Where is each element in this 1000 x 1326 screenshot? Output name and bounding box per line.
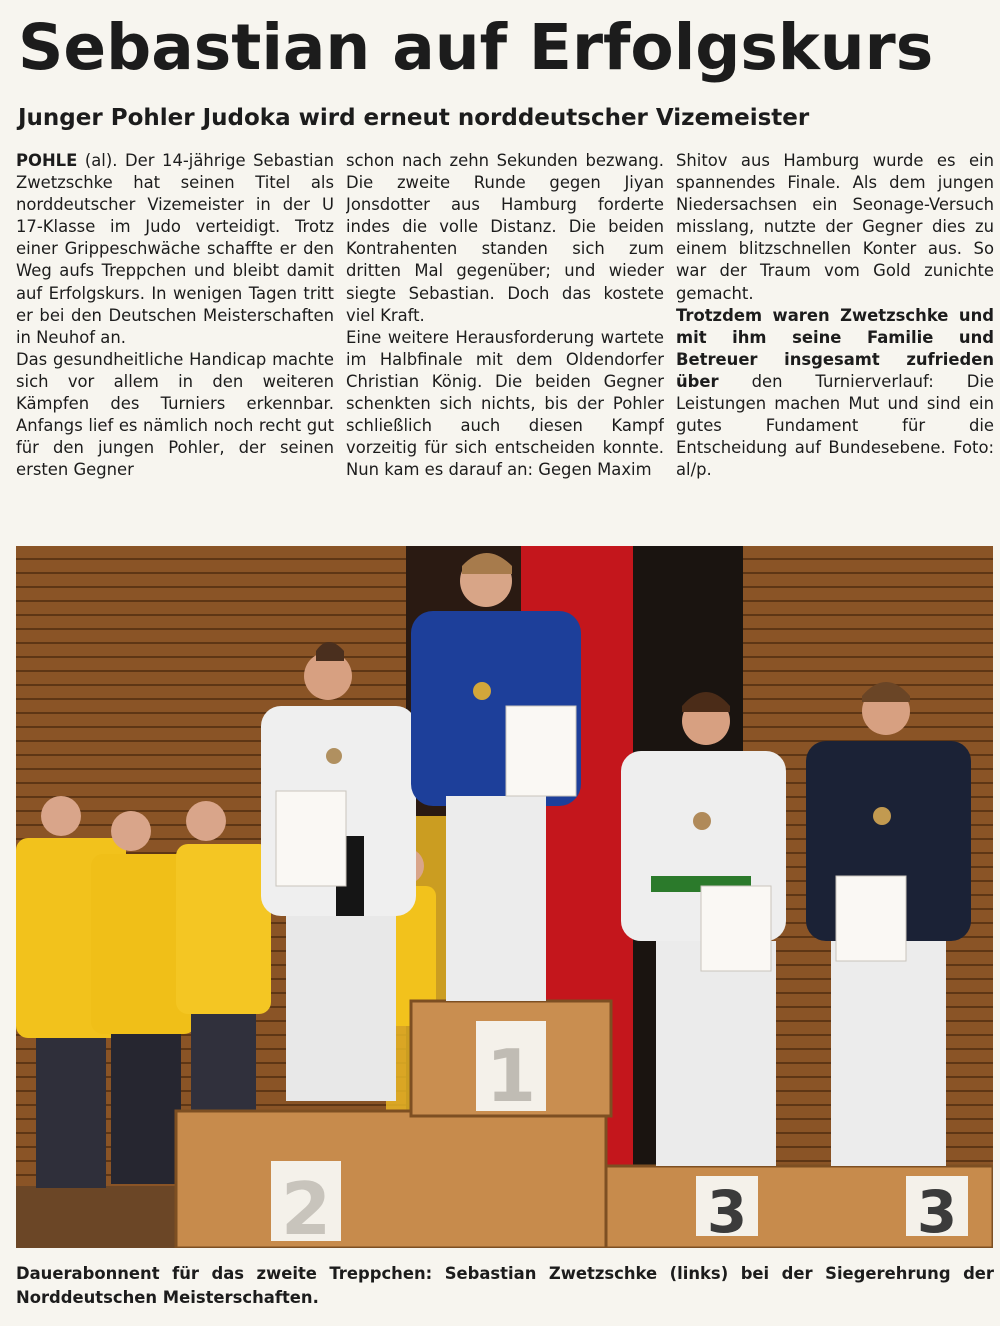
paragraph: schon nach zehn Sekunden bezwang. Die zweite Runde gegen Jiyan Jonsdotter aus Hamburg forderte indes die volle Distanz. Die beiden Kontrahenten standen sich zum dritten Mal gegenüber; und wieder siegte Sebastian. Doch das kostete viel Kraft. [346,151,664,325]
podium-number-3a: 3 [706,1178,748,1246]
article-headline: Sebastian auf Erfolgskurs [18,11,934,84]
podium-number-3b: 3 [916,1178,958,1246]
paragraph: Shitov aus Hamburg wurde es ein spannendes Finale. Als dem jungen Niedersachsen ein Seonage-Versuch misslang, nutzte der Gegner dies zu einem blitzschnellen Konter aus. So war der Traum vom Gold zunichte gemacht. [676,151,994,303]
podium-first-place [411,1001,611,1118]
photo-caption: Dauerabonnent für das zweite Treppchen: Sebastian Zwetzschke (links) bei der Siegerehrung der Norddeutschen Meisterschaften. [16,1264,994,1307]
paragraph [676,305,994,482]
article-column-1 [16,150,334,520]
paragraph [16,150,334,349]
paragraph-text: (al). Der 14-jährige Sebastian Zwetzschke hat seinen Titel als norddeutscher Vizemeister in der U 17-Klasse im Judo verteidigt. Trotz einer Grippeschwäche schaffte er den Weg aufs Treppchen und bleibt damit auf Erfolgskurs. In wenigen Tagen tritt er bei den Deutschen Meisterschaften in Neuhof an. [16,151,334,347]
paragraph: Das gesundheitliche Handicap machte sich vor allem in den weiteren Kämpfen des Turniers erkennbar. Anfangs lief es nämlich noch recht gut für den jungen Pohler, der seinen ersten Gegner [16,349,334,480]
dateline: POHLE [16,151,78,170]
article-column-3 [676,150,994,520]
podium-number-1: 1 [485,1034,537,1118]
paragraph-text: den Turnierverlauf: Die Leistungen machen Mut und sind ein gutes Fundament für die Entscheidung auf Bundesebene. Foto: al/p. [676,371,994,480]
photo-illustration [16,546,993,1248]
article-column-2 [346,150,664,520]
paragraph: Eine weitere Herausforderung wartete im Halbfinale mit dem Oldendorfer Christian König. Die beiden Gegner schenkten sich nichts, bis der Pohler schließlich auch diesen Kampf vorzeitig für sich entscheiden konnte. Nun kam es darauf an: Gegen Maxim [346,327,664,480]
article-body [16,150,994,520]
award-ceremony-photo [16,546,993,1248]
bold-lead-text: Trotzdem waren Zwetzschke und mit ihm seine Familie und Betreuer insgesamt zufrieden über [676,305,994,391]
podium-third-place [606,1166,993,1248]
podium-number-2: 2 [280,1167,332,1248]
article-subheadline: Junger Pohler Judoka wird erneut norddeutscher Vizemeister [18,105,810,131]
podium-second-place [176,1111,606,1248]
